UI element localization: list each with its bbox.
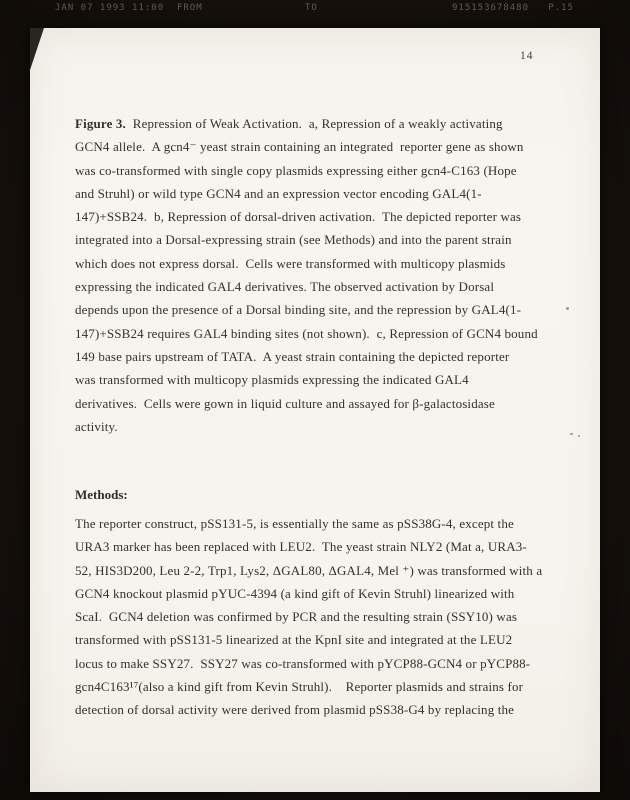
fax-header [0, 3, 630, 17]
methods-line: GCN4 knockout plasmid pYUC-4394 (a kind gift of Kevin Struhl) linearized with [75, 585, 515, 601]
caption-line [75, 112, 570, 135]
fax-header-number: 915153678480 P.15 [452, 3, 574, 13]
scan-artifact [566, 307, 569, 310]
page-corner-artifact [30, 28, 44, 70]
methods-line: ScaI. GCN4 deletion was confirmed by PCR and the resulting strain (SSY10) was [75, 609, 518, 625]
caption-line: activity. [75, 418, 118, 434]
scan-artifact [578, 435, 580, 437]
fax-header-to-label: TO [305, 3, 318, 13]
methods-line: The reporter construct, pSS131-5, is essentially the same as pSS38G-4, except the [75, 516, 514, 531]
caption-line: derivatives. Cells were gown in liquid culture and assayed for β-galactosidase [75, 395, 495, 411]
caption-line: GCN4 allele. A gcn4⁻ yeast strain containing an integrated reporter gene as shown [75, 139, 524, 155]
methods-line: URA3 marker has been replaced with LEU2. The yeast strain NLY2 (Mat a, URA3- [75, 539, 527, 555]
methods-line: 52, HIS3D200, Leu 2-2, Trp1, Lys2, ΔGAL80, ΔGAL4, Mel ⁺) was transformed with a [75, 562, 543, 578]
methods-line: gcn4C163¹⁷(also a kind gift from Kevin Struhl). Reporter plasmids and strains for [75, 679, 524, 695]
caption-line: 147)+SSB24 requires GAL4 binding sites (not shown). c, Repression of GCN4 bound [75, 325, 538, 341]
page-number: 14 [520, 50, 534, 62]
caption-line: depends upon the presence of a Dorsal binding site, and the repression by GAL4(1- [75, 302, 522, 318]
caption-line: expressing the indicated GAL4 derivatives. The observed activation by Dorsal [75, 279, 495, 295]
scanned-page [30, 28, 600, 792]
caption-line: was transformed with multicopy plasmids expressing the indicated GAL4 [75, 372, 469, 388]
methods-line: detection of dorsal activity were derived from plasmid pSS38-G4 by replacing the [75, 702, 515, 718]
methods-heading: Methods: [75, 487, 128, 502]
fax-header-timestamp: JAN 07 1993 11:00 FROM [55, 3, 203, 13]
methods-line: locus to make SSY27. SSY27 was co-transformed with pYCP88-GCN4 or pYCP88- [75, 655, 531, 671]
caption-line: was co-transformed with single copy plasmids expressing either gcn4-C163 (Hope [75, 162, 517, 178]
caption-line: 147)+SSB24. b, Repression of dorsal-driven activation. The depicted reporter was [75, 209, 522, 225]
figure3-caption [75, 112, 570, 438]
scan-artifact [570, 433, 573, 435]
methods-text [75, 512, 575, 722]
caption-line: and Struhl) or wild type GCN4 and an expression vector encoding GAL4(1- [75, 185, 482, 201]
caption-line: integrated into a Dorsal-expressing strain (see Methods) and into the parent strain [75, 232, 512, 248]
caption-line: 149 base pairs upstream of TATA. A yeast strain containing the depicted reporter [75, 348, 510, 364]
methods-line: transformed with pSS131-5 linearized at the KpnI site and integrated at the LEU2 [75, 632, 513, 648]
caption-line-text: Repression of Weak Activation. a, Repression of a weakly activating [125, 116, 503, 131]
caption-line: which does not express dorsal. Cells were transformed with multicopy plasmids [75, 255, 506, 271]
figure3-label: Figure 3. [75, 116, 126, 131]
